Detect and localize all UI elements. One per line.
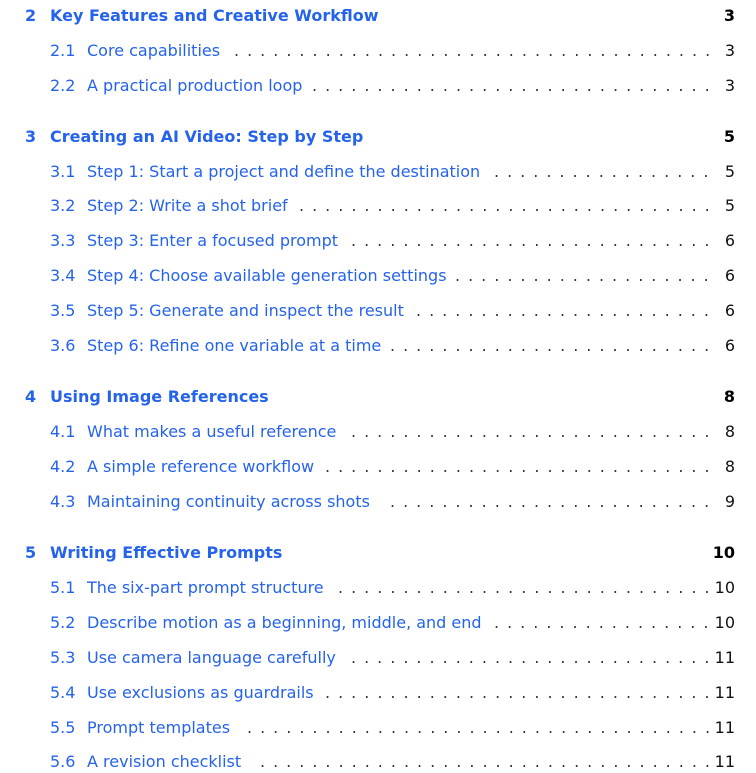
toc-entry-number[interactable]: 5.2 [50, 612, 76, 632]
toc-entry-page-number[interactable]: 8 [724, 456, 735, 476]
toc-section-entry[interactable] [0, 73, 756, 97]
toc-section-entry[interactable] [0, 749, 756, 773]
toc-section-entry[interactable] [0, 298, 756, 322]
toc-entry-title[interactable]: Core capabilities [87, 40, 221, 60]
toc-section-entry[interactable] [0, 333, 756, 357]
toc-chapter-entry[interactable] [0, 540, 756, 564]
toc-section-entry[interactable] [0, 680, 756, 704]
dot-leader: ................................... [260, 751, 719, 771]
toc-section-entry[interactable] [0, 193, 756, 217]
toc-entry-page-number[interactable]: 8 [723, 386, 735, 406]
toc-entry-number[interactable]: 5.4 [50, 682, 76, 702]
toc-entry-title[interactable]: Step 5: Generate and inspect the result [87, 300, 404, 320]
toc-entry-page-number[interactable]: 6 [724, 265, 735, 285]
toc-entry-number[interactable]: 4 [25, 386, 37, 406]
toc-section-entry[interactable] [0, 159, 756, 183]
toc-entry-number[interactable]: 4.2 [50, 456, 76, 476]
toc-entry-title[interactable]: The six-part prompt structure [87, 577, 324, 597]
toc-section-entry[interactable] [0, 645, 756, 669]
toc-entry-title[interactable]: Creating an AI Video: Step by Step [50, 126, 364, 146]
toc-section-entry[interactable] [0, 610, 756, 634]
toc-entry-page-number[interactable]: 5 [723, 126, 735, 146]
toc-entry-number[interactable]: 2 [25, 5, 37, 25]
toc-entry-page-number[interactable]: 10 [712, 542, 735, 562]
toc-entry-title[interactable]: Step 4: Choose available generation settings [87, 265, 447, 285]
dot-leader: .................................... [247, 717, 719, 737]
toc-entry-number[interactable]: 3.1 [50, 161, 76, 181]
toc-entry-page-number[interactable]: 6 [724, 300, 735, 320]
dot-leader: ................. [494, 612, 717, 632]
toc-entry-number[interactable]: 3.5 [50, 300, 76, 320]
dot-leader: .................... [455, 265, 717, 285]
toc-entry-page-number[interactable]: 11 [714, 751, 735, 771]
toc-section-entry[interactable] [0, 454, 756, 478]
toc-entry-title[interactable]: Describe motion as a beginning, middle, and end [87, 612, 482, 632]
toc-entry-title[interactable]: Writing Effective Prompts [50, 542, 283, 562]
toc-entry-title[interactable]: Step 1: Start a project and define the destination [87, 161, 481, 181]
toc-entry-page-number[interactable]: 3 [724, 75, 735, 95]
dot-leader: .............................. [325, 456, 718, 476]
dot-leader: ............................ [351, 647, 718, 667]
dot-leader: ............................... [312, 75, 718, 95]
dot-leader: ................................ [299, 195, 718, 215]
toc-entry-page-number[interactable]: 11 [714, 717, 735, 737]
toc-section-entry[interactable] [0, 228, 756, 252]
toc-entry-title[interactable]: What makes a useful reference [87, 421, 337, 441]
toc-entry-number[interactable]: 5.5 [50, 717, 76, 737]
toc-entry-page-number[interactable]: 5 [724, 195, 735, 215]
toc-entry-number[interactable]: 5.6 [50, 751, 76, 771]
toc-entry-title[interactable]: A practical production loop [87, 75, 303, 95]
toc-entry-number[interactable]: 5.1 [50, 577, 76, 597]
toc-entry-number[interactable]: 2.2 [50, 75, 76, 95]
toc-entry-number[interactable]: 4.1 [50, 421, 76, 441]
toc-entry-page-number[interactable]: 6 [724, 335, 735, 355]
toc-entry-title[interactable]: Use camera language carefully [87, 647, 336, 667]
dot-leader: ................. [494, 161, 717, 181]
toc-entry-page-number[interactable]: 5 [724, 161, 735, 181]
toc-entry-number[interactable]: 3.3 [50, 230, 76, 250]
dot-leader: .............................. [325, 682, 718, 702]
toc-entry-title[interactable]: A simple reference workflow [87, 456, 315, 476]
toc-section-entry[interactable] [0, 419, 756, 443]
toc-section-entry[interactable] [0, 263, 756, 287]
toc-chapter-entry[interactable] [0, 3, 756, 27]
toc-entry-page-number[interactable]: 11 [714, 682, 735, 702]
toc-entry-title[interactable]: Maintaining continuity across shots [87, 491, 370, 511]
dot-leader: ....................... [416, 300, 717, 320]
toc-entry-number[interactable]: 5 [25, 542, 37, 562]
toc-entry-page-number[interactable]: 3 [723, 5, 735, 25]
toc-entry-title[interactable]: Using Image References [50, 386, 269, 406]
dot-leader: ......................... [390, 335, 718, 355]
toc-entry-title[interactable]: Prompt templates [87, 717, 231, 737]
toc-entry-title[interactable]: Step 2: Write a shot brief [87, 195, 288, 215]
toc-entry-title[interactable]: A revision checklist [87, 751, 242, 771]
toc-entry-number[interactable]: 3 [25, 126, 37, 146]
toc-section-entry[interactable] [0, 575, 756, 599]
toc-entry-title[interactable]: Use exclusions as guardrails [87, 682, 314, 702]
toc-section-entry[interactable] [0, 38, 756, 62]
toc-section-entry[interactable] [0, 489, 756, 513]
dot-leader: ............................ [351, 230, 718, 250]
toc-entry-page-number[interactable]: 10 [714, 612, 735, 632]
toc-entry-title[interactable]: Step 3: Enter a focused prompt [87, 230, 339, 250]
toc-section-entry[interactable] [0, 715, 756, 739]
toc-entry-page-number[interactable]: 9 [724, 491, 735, 511]
toc-entry-page-number[interactable]: 3 [724, 40, 735, 60]
toc-entry-title[interactable]: Key Features and Creative Workflow [50, 5, 379, 25]
toc-entry-page-number[interactable]: 6 [724, 230, 735, 250]
toc-chapter-entry[interactable] [0, 124, 756, 148]
dot-leader: ......................... [390, 491, 718, 511]
toc-entry-page-number[interactable]: 11 [714, 647, 735, 667]
toc-entry-number[interactable]: 5.3 [50, 647, 76, 667]
dot-leader: ............................. [338, 577, 718, 597]
dot-leader: ............................ [351, 421, 718, 441]
toc-entry-number[interactable]: 4.3 [50, 491, 76, 511]
toc-entry-page-number[interactable]: 8 [724, 421, 735, 441]
toc-entry-number[interactable]: 2.1 [50, 40, 76, 60]
toc-entry-number[interactable]: 3.6 [50, 335, 76, 355]
toc-chapter-entry[interactable] [0, 384, 756, 408]
toc-entry-page-number[interactable]: 10 [714, 577, 735, 597]
toc-entry-title[interactable]: Step 6: Refine one variable at a time [87, 335, 382, 355]
toc-entry-number[interactable]: 3.2 [50, 195, 76, 215]
dot-leader: ..................................... [234, 40, 719, 60]
toc-entry-number[interactable]: 3.4 [50, 265, 76, 285]
